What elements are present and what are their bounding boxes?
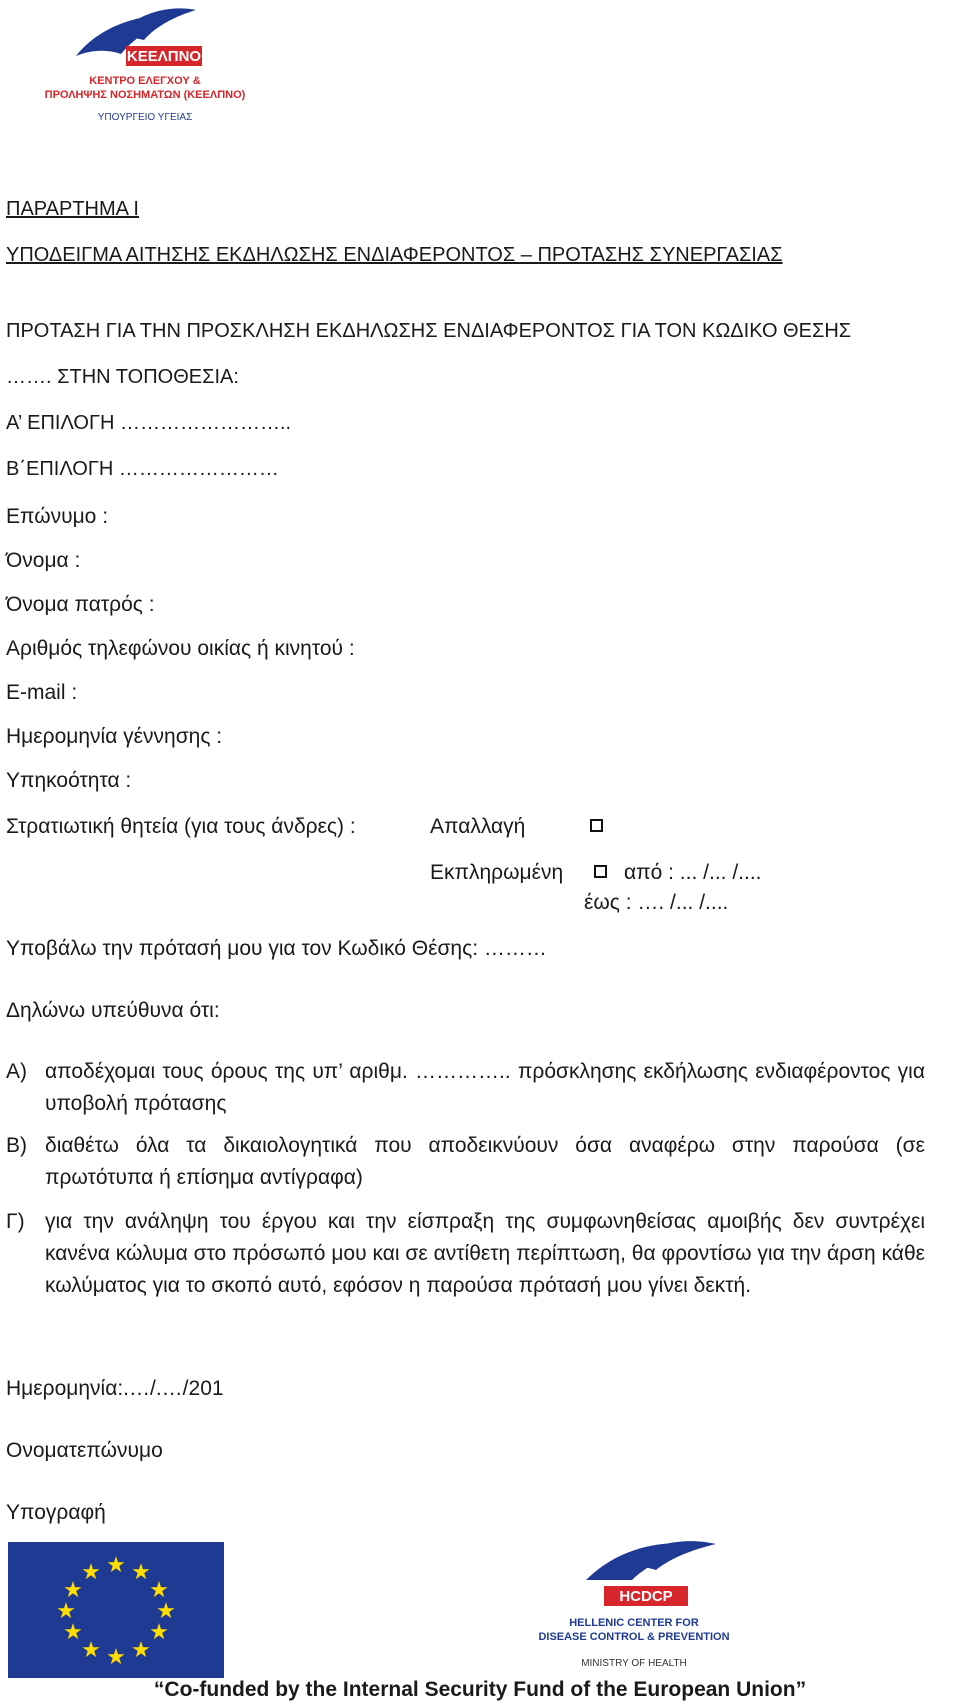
choice-b: Β΄ΕΠΙΛΟΓΗ …………………… — [6, 458, 279, 480]
declaration-c-text: για την ανάληψη του έργου και την είσπραξη της συμφωνηθείσας αμοιβής δεν συντρέχει κανένα κώλυμα στο πρόσωπό μου και σε αντίθετη περίπτωση, θα φροντίσω για την άρση κάθε κωλύματος για το σκοπό αυτό, εφόσον η παρούσα πρότασή μου γίνει δεκτή. — [45, 1210, 925, 1297]
declare-heading: Δηλώνω υπεύθυνα ότι: — [6, 999, 220, 1022]
hcdcp-line1: HELLENIC CENTER FOR — [569, 1617, 699, 1629]
svg-text:★: ★ — [131, 1638, 151, 1663]
svg-text:★: ★ — [149, 1620, 169, 1645]
fullname-line: Ονοματεπώνυμο — [6, 1439, 163, 1462]
keelpno-brand: ΚΕΕΛΠΝΟ — [126, 48, 202, 65]
proposal-line-1: ΠΡΟΤΑΣΗ ΓΙΑ ΤΗΝ ΠΡΟΣΚΛΗΣΗ ΕΚΔΗΛΩΣΗΣ ΕΝΔΙΑΦΕΡΟΝΤΟΣ ΓΙΑ ΤΟΝ ΚΩΔΙΚΟ ΘΕΣΗΣ — [6, 320, 852, 342]
svg-text:★: ★ — [149, 1578, 169, 1603]
completed-label: Εκπληρωμένη — [430, 861, 564, 884]
keelpno-line1: ΚΕΝΤΡΟ ΕΛΕΓΧΟΥ & — [89, 75, 201, 87]
exempt-checkbox[interactable] — [590, 819, 603, 832]
declaration-b-label: Β) — [6, 1134, 27, 1157]
hcdcp-line2: DISEASE CONTROL & PREVENTION — [538, 1631, 730, 1643]
completed-checkbox[interactable] — [594, 865, 607, 878]
exempt-label: Απαλλαγή — [430, 815, 526, 838]
hcdcp-ministry: MINISTRY OF HEALTH — [581, 1658, 687, 1669]
service-to: έως : …. /... /.... — [584, 891, 729, 914]
annex-heading: ΠΑΡΑΡΤΗΜΑ Ι — [6, 198, 139, 220]
svg-text:★: ★ — [156, 1599, 176, 1624]
hcdcp-brand: HCDCP — [619, 1588, 673, 1605]
svg-text:★: ★ — [106, 1645, 126, 1670]
military-label: Στρατιωτική θητεία (για τους άνδρες) : — [6, 815, 356, 838]
submit-code-line: Υποβάλω την πρότασή μου για τον Κωδικό Θέσης: ……… — [6, 937, 547, 960]
declaration-c-label: Γ) — [6, 1210, 25, 1233]
eu-flag-logo — [8, 1542, 224, 1678]
date-line: Ημερομηνία:.…/.…/201 — [6, 1377, 224, 1400]
svg-text:★: ★ — [63, 1620, 83, 1645]
signature-line: Υπογραφή — [6, 1501, 106, 1524]
phone-label: Αριθμός τηλεφώνου οικίας ή κινητού : — [6, 637, 355, 660]
svg-text:★: ★ — [81, 1638, 101, 1663]
declaration-a-label: Α) — [6, 1060, 27, 1083]
keelpno-logo — [6, 4, 284, 130]
surname-label: Επώνυμο : — [6, 505, 109, 528]
svg-text:★: ★ — [81, 1560, 101, 1585]
choice-a: Α’ ΕΠΙΛΟΓΗ …………………….. — [6, 412, 292, 434]
keelpno-ministry: ΥΠΟΥΡΓΕΙΟ ΥΓΕΙΑΣ — [97, 112, 193, 123]
declaration-b-text: διαθέτω όλα τα δικαιολογητικά που αποδεικνύουν όσα αναφέρω στην παρούσα (σε πρωτότυπα ή επίσημα αντίγραφα) — [45, 1134, 925, 1189]
father-name-label: Όνομα πατρός : — [6, 593, 155, 616]
cofunded-footer: “Co-funded by the Internal Security Fund of the European Union” — [153, 1678, 807, 1701]
birth-date-label: Ημερομηνία γέννησης : — [6, 725, 223, 748]
svg-text:★: ★ — [131, 1560, 151, 1585]
svg-text:★: ★ — [106, 1553, 126, 1578]
nationality-label: Υπηκοότητα : — [6, 769, 132, 792]
keelpno-line2: ΠΡΟΛΗΨΗΣ ΝΟΣΗΜΑΤΩΝ (ΚΕΕΛΠΝΟ) — [44, 89, 246, 101]
name-label: Όνομα : — [6, 549, 81, 572]
svg-text:★: ★ — [63, 1578, 83, 1603]
form-title: ΥΠΟΔΕΙΓΜΑ ΑΙΤΗΣΗΣ ΕΚΔΗΛΩΣΗΣ ΕΝΔΙΑΦΕΡΟΝΤΟΣ – ΠΡΟΤΑΣΗΣ ΣΥΝΕΡΓΑΣΙΑΣ — [6, 244, 783, 266]
proposal-line-2: ……. ΣΤΗΝ ΤΟΠΟΘΕΣΙΑ: — [6, 366, 239, 388]
service-from: από : ... /... /.... — [624, 861, 762, 884]
hcdcp-logo — [506, 1540, 762, 1678]
svg-text:★: ★ — [56, 1599, 76, 1624]
email-label: E-mail : — [6, 681, 78, 704]
declaration-a-text: αποδέχομαι τους όρους της υπ’ αριθμ. ………….. πρόσκλησης εκδήλωσης ενδιαφέροντος για υποβολή πρότασης — [45, 1060, 925, 1115]
